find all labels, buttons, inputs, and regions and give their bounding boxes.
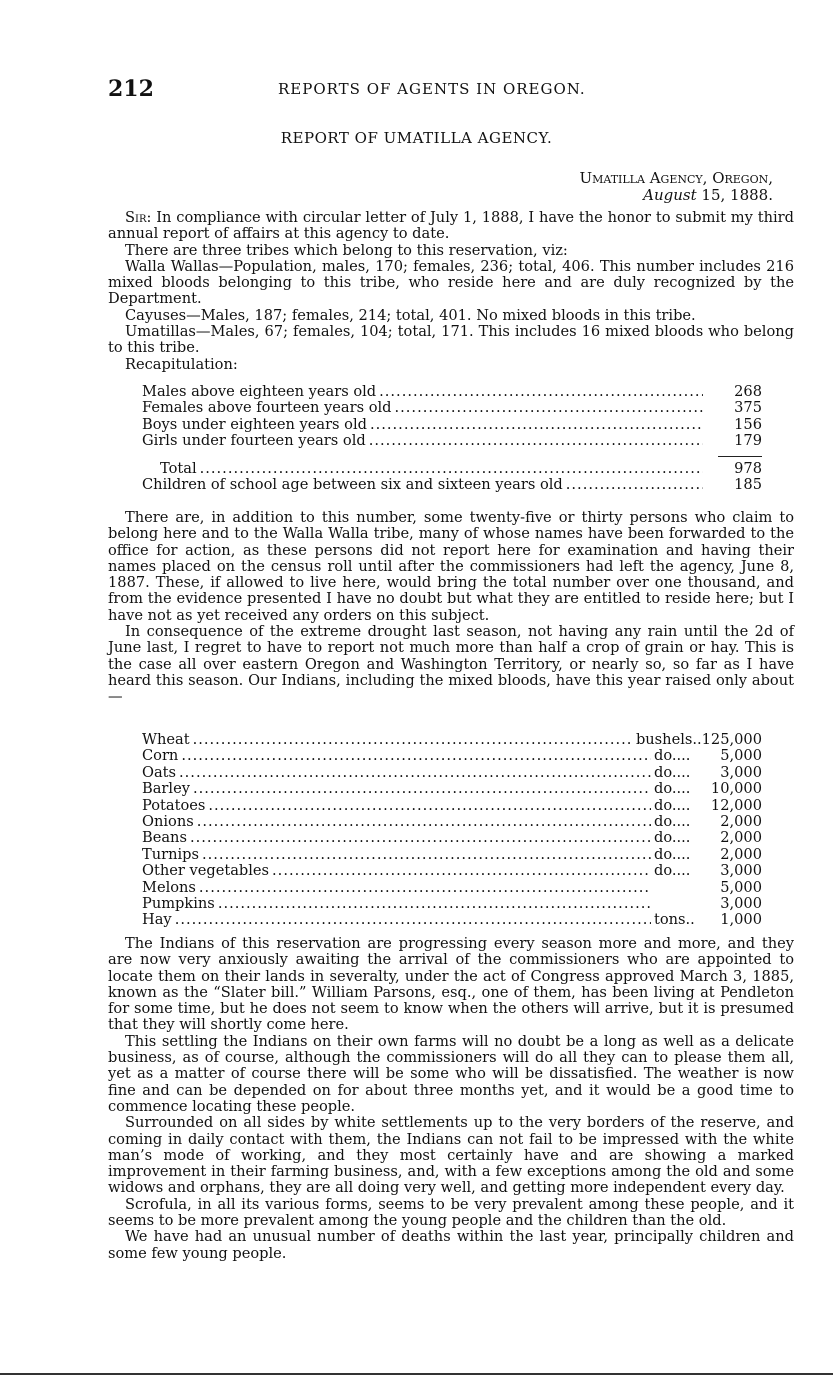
paragraph: Scrofula, in all its various forms, seems to be very prevalent among these people, and it seems to be more prevalent among the young people and the children than the old. [108,1195,794,1230]
table-row [142,880,762,896]
crops-table [142,732,762,929]
row-value: 978 [734,459,762,477]
table-row [142,417,762,433]
crop-name: Pumpkins [142,895,215,913]
paragraph: We have had an unusual number of deaths within the last year, principally children and some few young people. [108,1228,794,1262]
row-label: Girls under fourteen years old [142,432,366,450]
row-value: 268 [734,383,762,400]
table-row [142,384,762,400]
paragraph: Walla Wallas—Population, males, 170; females, 236; total, 406. This number includes 216 mixed bloods belonging to this tribe, who reside here and are duly recognized by the Department. [108,257,794,308]
crop-unit: do.... [654,829,691,847]
crop-name: Hay [142,911,172,929]
table-row [142,830,762,846]
paragraph: Recapitulation: [125,355,238,373]
row-label: Males above eighteen years old [142,383,377,400]
table-row [142,847,762,863]
row-value: 179 [734,432,762,450]
table-row [142,400,762,416]
crop-value: 3,000 [720,763,762,781]
crop-value: 5,000 [720,747,762,765]
crop-name: Melons [142,878,196,896]
paragraph: This settling the Indians on their own farms will no doubt be a long as well as a delicate business, as of course, although the commissioners will do all they can to please them all, yet as a matter of course there will be some who will be dissatisfied. The weather is now fine and can be depended on for about three months yet, and it would be a good time to commence locating these people. [108,1032,794,1115]
paragraph: The Indians of this reservation are progressing every season more and more, and they are now very anxiously awaiting the arrival of the commissioners who are appointed to locate them on their lands in severalty, under the act of Congress approved March 3, 1885, known as the “Slater bill.” William Parsons, esq., one of them, has been living at Pendleton for some time, but he does not seem to know when the others will arrive, but it is presumed that they will shortly come here. [108,935,794,1034]
table-row [142,765,762,781]
dateline-month: August [643,186,697,204]
running-title: REPORTS OF AGENTS IN OREGON. [278,80,586,98]
dateline-date [579,187,773,204]
crop-value: 5,000 [720,878,762,896]
paragraph: There are three tribes which belong to this reservation, viz: [125,241,568,259]
crop-name: Wheat [142,731,190,748]
page-number: 212 [108,76,154,102]
crop-value: 12,000 [710,796,762,814]
row-label: Females above fourteen years old [142,399,392,417]
table-row [142,732,762,748]
paragraph: There are, in addition to this number, some twenty-five or thirty persons who claim to belong here and to the Walla Walla tribe, many of whose names have been forwarded to the office for action, as these persons did not report here for examination and having their names placed on the census roll until after the commissioners had left the agency, June 8, 1887. These, if allowed to live here, would bring the total number over one thousand, and from the evidence presented I have no doubt but what they are entitled to reside here; but I have not as yet received any orders on this subject. [108,509,794,624]
paragraph: Umatillas—Males, 67; females, 104; total, 171. This includes 16 mixed bloods who belong to this tribe. [108,323,794,357]
crop-unit: bushels.. [635,731,702,748]
row-value: 156 [734,415,762,433]
table-row [142,433,762,449]
crop-value: 2,000 [720,845,762,863]
crop-name: Other vegetables [142,862,270,880]
crop-unit: do.... [654,763,691,781]
salutation-text: In compliance with circular letter of July 1, 1888, I have the honor to submit my third annual report of affairs at this agency to date. [108,209,794,243]
dateline [579,170,773,204]
crop-name: Turnips [142,845,200,863]
crop-value: 1,000 [720,911,762,929]
table-row [142,912,762,928]
crop-value: 10,000 [710,780,762,798]
middle-section [108,510,794,706]
paragraph: In consequence of the extreme drought last season, not having any rain until the 2d of June last, I regret to have to report not much more than half a crop of grain or hay. This is the case all over eastern Oregon and Washington Territory, or nearly so, so far as I have heard this season. Our Indians, including the mixed bloods, have this year raised only about— [108,623,794,706]
crop-name: Barley [142,780,190,798]
crop-unit: tons.. [654,911,695,929]
dateline-place: Umatilla Agency, Oregon, [579,169,773,187]
total-row [142,461,762,477]
salutation-paragraph [108,210,794,243]
crop-name: Oats [142,763,177,781]
paragraph: Cayuses—Males, 187; females, 214; total, 401. No mixed bloods in this tribe. [125,306,696,324]
running-header [108,76,808,102]
crop-value: 3,000 [720,895,762,913]
row-value: 375 [734,399,762,417]
crop-unit: do.... [654,780,691,798]
paragraph: Surrounded on all sides by white settlements up to the very borders of the reserve, and coming in daily contact with them, the Indians can not fail to be impressed with the white man’s mode of working, and they most certainly have and are showing a marked improvement in their farming business, and, with a few exceptions among the old and some widows and orphans, they are all doing very well, and getting more independent every day. [108,1114,794,1197]
crop-value: 3,000 [720,862,762,880]
crop-unit: do.... [654,747,691,765]
table-row [142,781,762,797]
table-row [142,863,762,879]
table-row [142,748,762,764]
crop-value: 2,000 [720,829,762,847]
row-label: Boys under eighteen years old [142,415,367,433]
page-bottom-edge [0,1373,833,1375]
table-row [142,814,762,830]
crop-name: Corn [142,747,179,765]
row-value: 185 [734,476,762,494]
table-row [142,798,762,814]
row-label: Total [160,459,197,477]
dateline-day-year: 15, 1888. [696,186,773,204]
sum-rule [718,456,762,457]
crop-name: Potatoes [142,796,206,814]
row-label: Children of school age between six and sixteen years old [142,476,563,494]
crop-name: Onions [142,813,194,831]
salutation: Sir: [125,209,152,226]
crop-unit: do.... [654,796,691,814]
crop-value: 125,000 [701,731,762,748]
crop-unit: do.... [654,845,691,863]
closing-section [108,936,794,1262]
table-row [142,477,762,493]
recapitulation-table [142,384,762,493]
crop-value: 2,000 [720,813,762,831]
crop-unit: do.... [654,862,691,880]
crop-unit: do.... [654,813,691,831]
crop-name: Beans [142,829,187,847]
intro-section [108,210,794,373]
report-title: REPORT OF UMATILLA AGENCY. [280,129,553,147]
table-row [142,896,762,912]
